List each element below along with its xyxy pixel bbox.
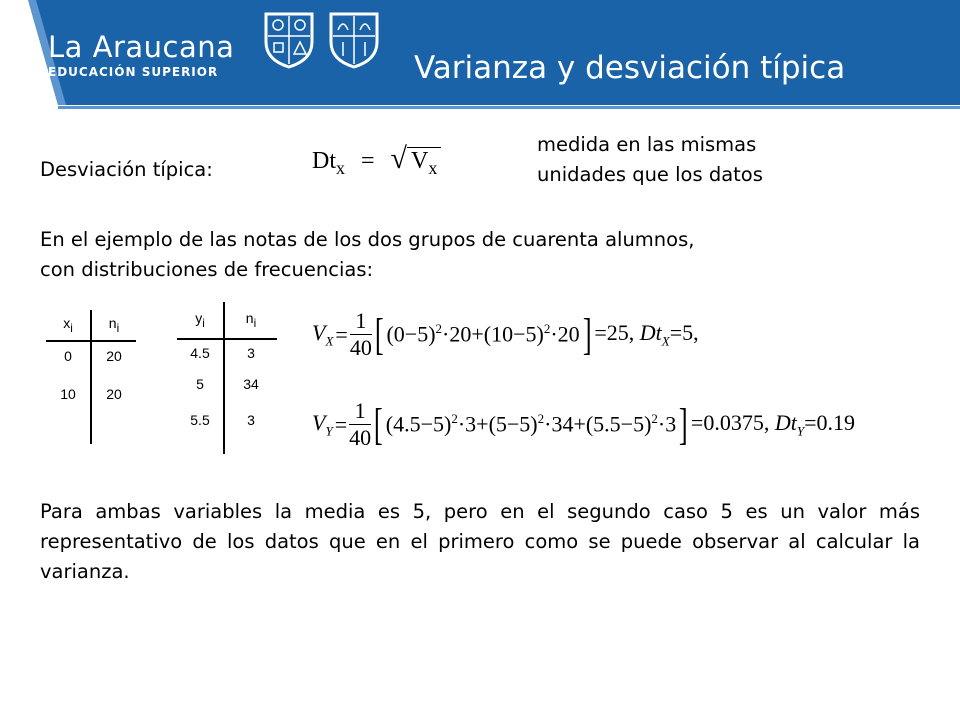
formula-part: n xyxy=(108,315,117,332)
formula-part: (0−5) xyxy=(386,321,436,347)
table-cell: 10 xyxy=(46,370,91,418)
formula-rad: V xyxy=(411,148,429,174)
formula-part: (5.5−5) xyxy=(585,411,652,437)
formula-part: =0.0375, xyxy=(690,409,770,435)
brand-logo xyxy=(48,30,234,79)
freq-table-y xyxy=(177,302,277,454)
table-cell: 3 xyxy=(247,345,255,361)
formula-part: =25, xyxy=(594,319,635,345)
radical-icon: √ xyxy=(390,142,408,175)
formula-part: 1 xyxy=(349,398,371,425)
table-row-spacer xyxy=(177,438,277,454)
formula-part: 2 xyxy=(537,411,545,427)
formula-part: (4.5−5) xyxy=(385,411,452,437)
formula-part: 2 xyxy=(451,411,458,427)
formula-part: =5, xyxy=(669,319,699,345)
example-intro xyxy=(40,225,920,285)
variance-formula-y: $V_Y=$ $\frac{1}{40}$ [ $(4.5-5)^2\cdot 3+(5-5)^2\cdot 34+(5.5-5)^2\cdot 3] =0.0375$, $Dt_Y=0.19$ xyxy=(312,398,855,450)
formula-part: Dt xyxy=(774,409,797,435)
formula-part: ·34+ xyxy=(544,411,586,437)
formula-eq: = xyxy=(361,148,375,174)
formula-part: 40 xyxy=(349,335,372,360)
left-crest-icon xyxy=(262,10,316,70)
table-row xyxy=(46,341,136,370)
formula-part: 2 xyxy=(543,321,551,337)
table-header-row xyxy=(177,302,277,339)
formula-part: x xyxy=(63,315,71,332)
note-line-2: unidades que los datos xyxy=(537,163,763,186)
table-row xyxy=(177,366,277,402)
formula-part: i xyxy=(116,321,120,335)
formula-part: ·20 xyxy=(550,321,580,347)
table-row xyxy=(46,370,136,418)
right-crest-icon xyxy=(327,10,381,70)
formula-part: X xyxy=(325,333,334,349)
formula-part: (5−5) xyxy=(488,411,538,437)
formula-part: V xyxy=(312,319,326,345)
conclusion-paragraph: Para ambas variables la media es 5, pero en el segundo caso 5 es un valor más representativo de los datos que en el primero como se puede observar al calcular la varianza. xyxy=(40,500,920,583)
fraction xyxy=(349,398,371,451)
table-row-spacer xyxy=(46,418,136,444)
formula-part: 2 xyxy=(651,411,658,427)
formula-part: V xyxy=(312,409,326,435)
brand-name: La Araucana xyxy=(48,30,235,64)
table-cell: 20 xyxy=(106,348,122,364)
formula-part: ·3+ xyxy=(457,411,489,437)
formula-part: (10−5) xyxy=(483,321,544,347)
definition-label: Desviación típica: xyxy=(40,158,213,181)
brand-subtitle: EDUCACIÓN SUPERIOR xyxy=(48,65,219,79)
formula-part: i xyxy=(70,321,73,335)
formula-lhs: Dt xyxy=(312,148,336,174)
table-header-row xyxy=(46,310,136,341)
table-cell: 5.5 xyxy=(177,402,224,438)
header-cell xyxy=(177,302,224,339)
header-cell xyxy=(91,310,136,341)
header-cell xyxy=(224,302,277,339)
formula-part: = xyxy=(334,411,348,437)
formula-part: 2 xyxy=(435,321,443,337)
variance-formula-x: $V_X=$ $\frac{1}{40}$ [ $(0-5)^2\cdot 20+(10-5)^2\cdot 20] =25$, $Dt_X=5$, xyxy=(312,308,699,360)
formula-rad-sub: x xyxy=(428,157,438,178)
formula-part: Y xyxy=(796,423,805,439)
page-title: Varianza y desviación típica xyxy=(414,50,846,86)
table-row xyxy=(177,402,277,438)
formula-lhs-sub: x xyxy=(336,157,345,178)
intro-line-2: con distribuciones de frecuencias: xyxy=(40,258,374,281)
table-cell: 5 xyxy=(177,366,224,402)
formula-part: 1 xyxy=(350,308,372,335)
formula-part: i xyxy=(253,316,257,330)
formula-part: ·20+ xyxy=(442,321,484,347)
intro-line-1: En el ejemplo de las notas de los dos grupos de cuarenta alumnos, xyxy=(40,228,695,251)
formula-part: = xyxy=(335,321,348,347)
formula-part: y xyxy=(195,310,203,327)
table-cell: 34 xyxy=(243,376,259,392)
formula-part: 40 xyxy=(349,425,372,450)
std-dev-formula xyxy=(312,142,441,179)
formula-part: i xyxy=(202,316,205,330)
table-row xyxy=(177,339,277,366)
formula-part: Dt xyxy=(639,319,662,345)
table-cell: 20 xyxy=(106,386,122,402)
note-line-1: medida en las mismas xyxy=(537,133,757,156)
fraction xyxy=(350,308,372,361)
freq-table-x xyxy=(46,310,136,444)
header-cell xyxy=(46,310,91,341)
formula-part: =0.19 xyxy=(804,409,855,435)
formula-part: n xyxy=(245,310,254,327)
formula-part: ·3 xyxy=(657,411,677,437)
formula-radicand xyxy=(407,147,441,178)
formula-part: X xyxy=(661,333,670,349)
table-cell: 0 xyxy=(46,341,91,370)
definition-note xyxy=(537,130,763,190)
formula-part: Y xyxy=(325,423,333,439)
table-cell: 4.5 xyxy=(177,339,224,366)
table-cell: 3 xyxy=(247,412,255,428)
